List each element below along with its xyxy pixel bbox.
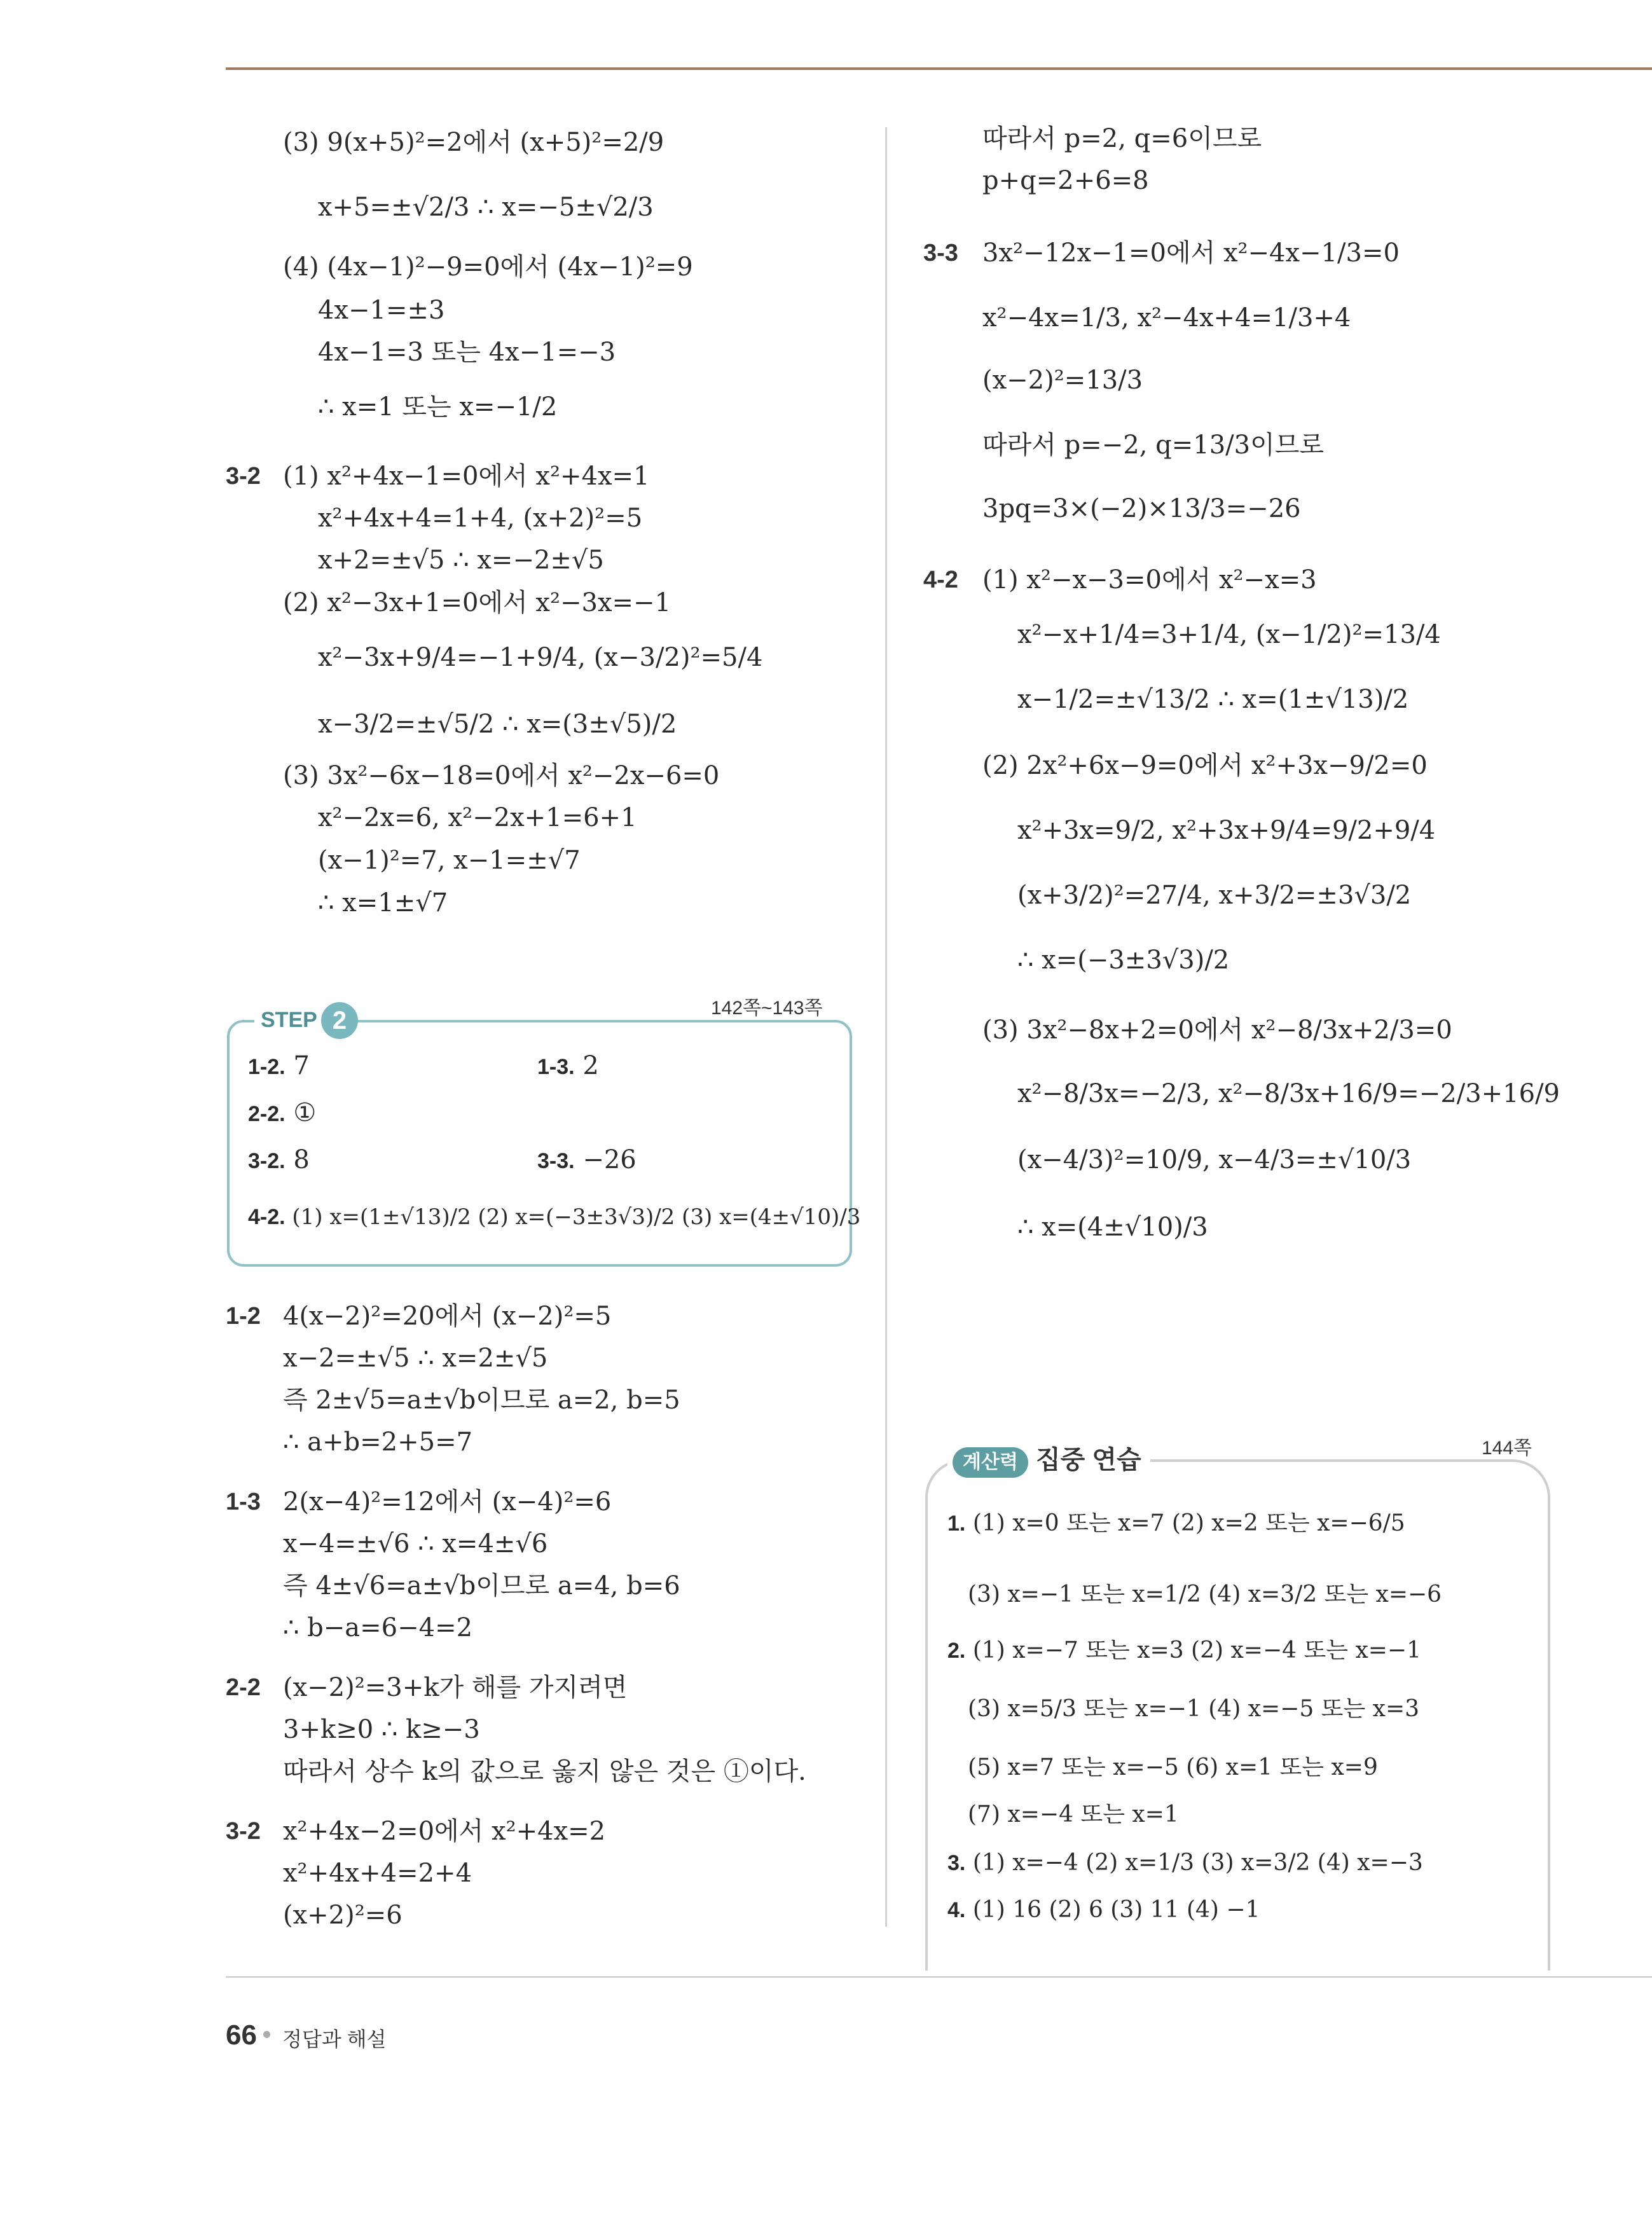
practice-text: (1) x=0 또는 x=7 (2) x=2 또는 x=−6/5 — [972, 1510, 1405, 1536]
practice-text: (1) x=−4 (2) x=1/3 (3) x=3/2 (4) x=−3 — [972, 1850, 1423, 1876]
practice-line — [947, 1895, 1260, 1925]
footer-rule — [226, 1976, 1652, 1978]
practice-title: 집중 연습 — [1035, 1446, 1141, 1474]
solution-line: x²+4x−2=0에서 x²+4x=2 — [283, 1817, 606, 1846]
answer-label: 3-2. — [248, 1149, 286, 1173]
solution-line: (3) 3x²−8x+2=0에서 x²−8/3x+2/3=0 — [982, 1015, 1452, 1045]
practice-label: 4. — [947, 1898, 966, 1922]
solution-line: x²+3x=9/2, x²+3x+9/4=9/2+9/4 — [1017, 816, 1436, 845]
solution-line: (4) (4x−1)²−9=0에서 (4x−1)²=9 — [283, 252, 693, 282]
answer-value: ① — [293, 1098, 317, 1127]
practice-line — [968, 1580, 1442, 1610]
step-number-badge: 2 — [321, 1002, 358, 1039]
solution-line: x²+4x+4=2+4 — [283, 1859, 472, 1888]
solution-line: 4x−1=±3 — [318, 296, 445, 325]
solution-line: (x+2)²=6 — [283, 1901, 403, 1930]
solution-line: (2) 2x²+6x−9=0에서 x²+3x−9/2=0 — [982, 751, 1428, 780]
solution-line: (x−2)²=3+k가 해를 가지려면 — [283, 1673, 628, 1702]
answer-label: 1-3. — [537, 1055, 575, 1079]
answer-label: 2-2. — [248, 1102, 286, 1126]
problem-label: 1-2 — [226, 1303, 261, 1330]
answer-value: −26 — [582, 1145, 637, 1174]
solution-line: (3) 9(x+5)²=2에서 (x+5)²=2/9 — [283, 128, 664, 157]
solution-line: ∴ x=(4±√10)/3 — [1017, 1213, 1208, 1242]
practice-page: 144쪽 — [1482, 1438, 1532, 1459]
practice-label: 3. — [947, 1851, 966, 1875]
solution-line: (1) x²−x−3=0에서 x²−x=3 — [982, 565, 1317, 595]
step-page-range: 142쪽~143쪽 — [711, 998, 823, 1019]
footer-section-title: 정답과 해설 — [282, 2028, 387, 2051]
answer-value: 7 — [293, 1051, 310, 1080]
practice-line — [968, 1752, 1378, 1783]
step-tag: STEP — [254, 1006, 324, 1034]
problem-label: 1-3 — [226, 1489, 261, 1515]
footer-dot-icon — [263, 2031, 270, 2038]
answer-item — [248, 1145, 310, 1176]
problem-label: 2-2 — [226, 1674, 261, 1701]
practice-line — [968, 1694, 1419, 1724]
answer-item — [537, 1050, 599, 1082]
solution-line: 4(x−2)²=20에서 (x−2)²=5 — [283, 1302, 612, 1331]
solution-line: (x−2)²=13/3 — [982, 366, 1143, 395]
solution-line: ∴ x=1±√7 — [318, 888, 448, 918]
solution-line: 3x²−12x−1=0에서 x²−4x−1/3=0 — [982, 238, 1400, 268]
solution-line: p+q=2+6=8 — [982, 166, 1149, 195]
problem-label: 3-2 — [226, 1818, 261, 1845]
practice-line — [947, 1508, 1405, 1539]
solution-line: x−3/2=±√5/2 ∴ x=(3±√5)/2 — [318, 710, 677, 739]
solution-line: 따라서 p=2, q=6이므로 — [982, 124, 1262, 153]
solution-line: (1) x²+4x−1=0에서 x²+4x=1 — [283, 462, 650, 491]
answer-value: 2 — [582, 1051, 599, 1080]
answer-item — [537, 1145, 637, 1176]
practice-text: (7) x=−4 또는 x=1 — [968, 1801, 1179, 1827]
header-rule — [226, 67, 1652, 70]
solution-line: (x+3/2)²=27/4, x+3/2=±3√3/2 — [1017, 881, 1412, 910]
practice-text: (1) 16 (2) 6 (3) 11 (4) −1 — [972, 1897, 1260, 1923]
page-number: 66 — [226, 2020, 257, 2051]
practice-line — [968, 1800, 1179, 1830]
solution-line: x²−3x+9/4=−1+9/4, (x−3/2)²=5/4 — [318, 643, 763, 672]
practice-text: (3) x=−1 또는 x=1/2 (4) x=3/2 또는 x=−6 — [968, 1581, 1442, 1607]
solution-line: 즉 2±√5=a±√b이므로 a=2, b=5 — [283, 1386, 680, 1415]
answer-value: 8 — [293, 1145, 310, 1174]
practice-text: (5) x=7 또는 x=−5 (6) x=1 또는 x=9 — [968, 1754, 1378, 1780]
solution-line: ∴ a+b=2+5=7 — [283, 1428, 473, 1457]
solution-line: 3+k≥0 ∴ k≥−3 — [283, 1715, 480, 1744]
practice-text: (3) x=5/3 또는 x=−1 (4) x=−5 또는 x=3 — [968, 1696, 1420, 1722]
solution-line: 따라서 상수 k의 값으로 옳지 않은 것은 ①이다. — [283, 1757, 806, 1786]
solution-line: 3pq=3×(−2)×13/3=−26 — [982, 494, 1301, 523]
solution-line: (3) 3x²−6x−18=0에서 x²−2x−6=0 — [283, 761, 720, 790]
answer-item — [248, 1098, 316, 1129]
practice-label: 2. — [947, 1639, 966, 1663]
answer-value: (1) x=(1±√13)/2 (2) x=(−3±3√3)/2 (3) x=(4±√10)/3 — [292, 1204, 861, 1230]
solution-line: 4x−1=3 또는 4x−1=−3 — [318, 338, 616, 367]
solution-line: x²−4x=1/3, x²−4x+4=1/3+4 — [982, 303, 1351, 333]
practice-label: 1. — [947, 1511, 966, 1536]
solution-line: x+5=±√2/3 ∴ x=−5±√2/3 — [318, 193, 654, 222]
practice-line — [947, 1848, 1423, 1878]
solution-line: ∴ x=(−3±3√3)/2 — [1017, 946, 1230, 975]
answer-item — [248, 1050, 310, 1082]
answer-label: 4-2. — [248, 1205, 286, 1229]
solution-line: x+2=±√5 ∴ x=−2±√5 — [318, 546, 604, 575]
solution-line: x²−2x=6, x²−2x+1=6+1 — [318, 803, 637, 832]
solution-line: x−4=±√6 ∴ x=4±√6 — [283, 1529, 548, 1559]
problem-label: 3-2 — [226, 463, 261, 490]
solution-line: 따라서 p=−2, q=13/3이므로 — [982, 430, 1325, 460]
solution-line: x−1/2=±√13/2 ∴ x=(1±√13)/2 — [1017, 685, 1409, 714]
solution-line: (x−4/3)²=10/9, x−4/3=±√10/3 — [1017, 1145, 1412, 1174]
solution-line: (x−1)²=7, x−1=±√7 — [318, 846, 581, 875]
solution-line: 즉 4±√6=a±√b이므로 a=4, b=6 — [283, 1571, 680, 1600]
practice-text: (1) x=−7 또는 x=3 (2) x=−4 또는 x=−1 — [972, 1637, 1421, 1663]
solution-line: x²−x+1/4=3+1/4, (x−1/2)²=13/4 — [1017, 620, 1441, 649]
solution-line: x²−8/3x=−2/3, x²−8/3x+16/9=−2/3+16/9 — [1017, 1079, 1560, 1108]
problem-label: 3-3 — [923, 240, 958, 266]
answer-item — [248, 1202, 860, 1232]
practice-pill: 계산력 — [953, 1447, 1028, 1478]
solution-line: ∴ b−a=6−4=2 — [283, 1613, 473, 1642]
problem-label: 4-2 — [923, 567, 958, 593]
practice-line — [947, 1635, 1421, 1666]
solution-line: x²+4x+4=1+4, (x+2)²=5 — [318, 504, 643, 533]
solution-line: x−2=±√5 ∴ x=2±√5 — [283, 1344, 548, 1373]
column-divider — [885, 127, 887, 1927]
solution-line: ∴ x=1 또는 x=−1/2 — [318, 392, 558, 422]
solution-line: (2) x²−3x+1=0에서 x²−3x=−1 — [283, 588, 671, 617]
solution-line: 2(x−4)²=12에서 (x−4)²=6 — [283, 1487, 612, 1517]
answer-label: 1-2. — [248, 1055, 286, 1079]
answer-label: 3-3. — [537, 1149, 575, 1173]
practice-tag — [947, 1442, 1150, 1478]
